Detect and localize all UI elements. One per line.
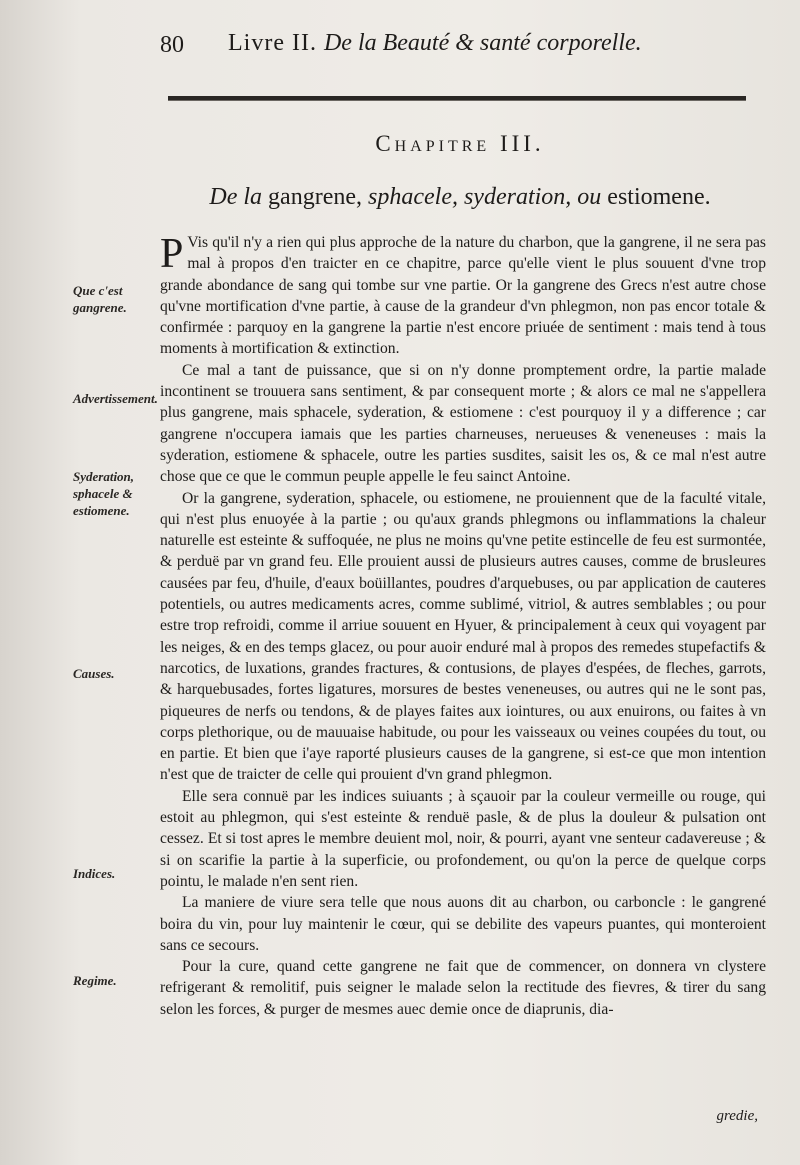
subtitle-end: estiomene.: [607, 184, 711, 210]
paragraph: La maniere de viure sera telle que nous auons dit au charbon, ou carboncle : le gangrené boira du vin, pour luy maintenir le cœur, qui se debilite des vapeurs puantes, qui monteroient sans ce secours.: [160, 894, 766, 954]
marginal-note: Indices.: [73, 866, 116, 881]
paragraph: Ce mal a tant de puissance, que si on n'y donne promptement ordre, la partie malade incontinent se trouuera sans sentiment, & par consequent morte ; & alors ce mal ne s'appellera plus gangrene, mais sphacele, syderation, & estiomene : c'est pourquoy il y a difference ; car gangrene n'occupera iamais que les parties charneuses, nerueuses & veneneuses : mais la syderation, estiomene & sphacele, outre les parties susdites, saisit les os, & ce mal n'est autre chose que ce que le commun peuple appelle le feu sainct Antoine.: [160, 361, 766, 486]
chapter-subtitle: [160, 184, 760, 211]
paragraph: Or la gangrene, syderation, sphacele, ou estiomene, ne prouiennent que de la faculté vitale, qui n'est plus enuoyée à la partie ; ou qu'aux grands phlegmons ou inflammations la chaleur naturelle est esteinte & suffoquée, ne plus ne moins qu'vne petite estincelle de feu est surmontée, & perduë par vn grand feu. Elle prouient aussi de plusieurs autres causes, comme de brusleures causées par feu, d'huile, d'eaux boüillantes, poudres d'arquebuses, ou par application de cauteres potentiels, ou autres medicaments acres, comme sublimé, vitriol, & autres semblables ; ou pour estre trop refroidi, comme il arriue souuent en Hyuer, & principalement à ceux qui voyagent par les neiges, & en des temps glacez, ou pour auoir enduré mal à propos des remedes stupefactifs & narcotics, de luxations, grandes fractures, & contusions, de playes d'espées, de fleches, garrots, & harquebusades, fortes ligatures, morsures de bestes veneneuses, ou autres qui ne le sont pas, piqueures de nerfs ou tendons, & de playes faites aux iointures, ou aux enuirons, ou faites à vn corps plethorique, ou de mauuaise habitude, ou pour les vaisseaux ou veines coupées du tout, ou en partie. Et bien que i'aye raporté plusieurs causes de la gangrene, si est-ce que mon intention n'est que de traicter de celle qui prouient d'vn grand phlegmon.: [160, 489, 766, 784]
subtitle-de: De la: [209, 184, 263, 210]
paragraph-text: Vis qu'il n'y a rien qui plus approche de la nature du charbon, que la gangrene, il ne sera pas mal à propos d'en traicter en ce chapitre, parce qu'elle vient le plus souuent d'vne trop grande abondance de sang qui tombe sur vne partie. Or la gangrene des Grecs n'est autre chose qu'vne mortification d'vne partie, à cause de la grandeur d'vn phlegmon, non pas encor totale & confirmée : parquoy en la gangrene la partie n'est encore priuée de sentiment : mais tend à tous moments à mortification & extinction.: [160, 234, 766, 358]
paragraph: [160, 232, 766, 360]
marginal-note: Causes.: [73, 666, 115, 681]
subtitle-main: gangrene,: [268, 184, 362, 210]
body-text: [160, 232, 766, 1020]
catchword: gredie,: [716, 1108, 758, 1124]
paragraph: Pour la cure, quand cette gangrene ne fait que de commencer, on donnera vn clystere refrigerant & remolitif, puis seigner le malade selon la rectitude des fievres, & tirer du sang selon les forces, & purger de mesmes auec demie once de diaprunis, dia-: [160, 958, 766, 1018]
marginal-note: Syderation, sphacele & estiomene.: [73, 469, 135, 518]
subtitle-rest: sphacele, syderation, ou: [368, 184, 602, 210]
marginal-note: Advertissement.: [73, 391, 158, 406]
page-number: 80: [160, 32, 184, 58]
marginal-note: Que c'est gangrene.: [73, 283, 127, 315]
paragraph: Elle sera connuë par les indices suiuants ; à sçauoir par la couleur vermeille ou rouge, qui estoit au phlegmon, qui s'est esteinte & renduë pasle, & de plus la douleur & pulsation ont cessez. Et si tost apres le membre deuient mol, noir, & pourri, ayant vne senteur cadavereuse ; & si on scarifie la partie à la superficie, ou profondement, ou qu'on la perce de quelque corps pointu, le malade n'en sent rien.: [160, 787, 766, 890]
header-rule: [168, 96, 746, 101]
chapter-title: Chapitre III.: [375, 131, 545, 156]
marginal-note: Regime.: [73, 973, 117, 988]
running-head: [228, 30, 642, 57]
running-head-book: Livre II.: [228, 30, 317, 56]
running-head-title: De la Beauté & santé corporelle.: [323, 30, 642, 56]
drop-cap: P: [160, 231, 184, 277]
